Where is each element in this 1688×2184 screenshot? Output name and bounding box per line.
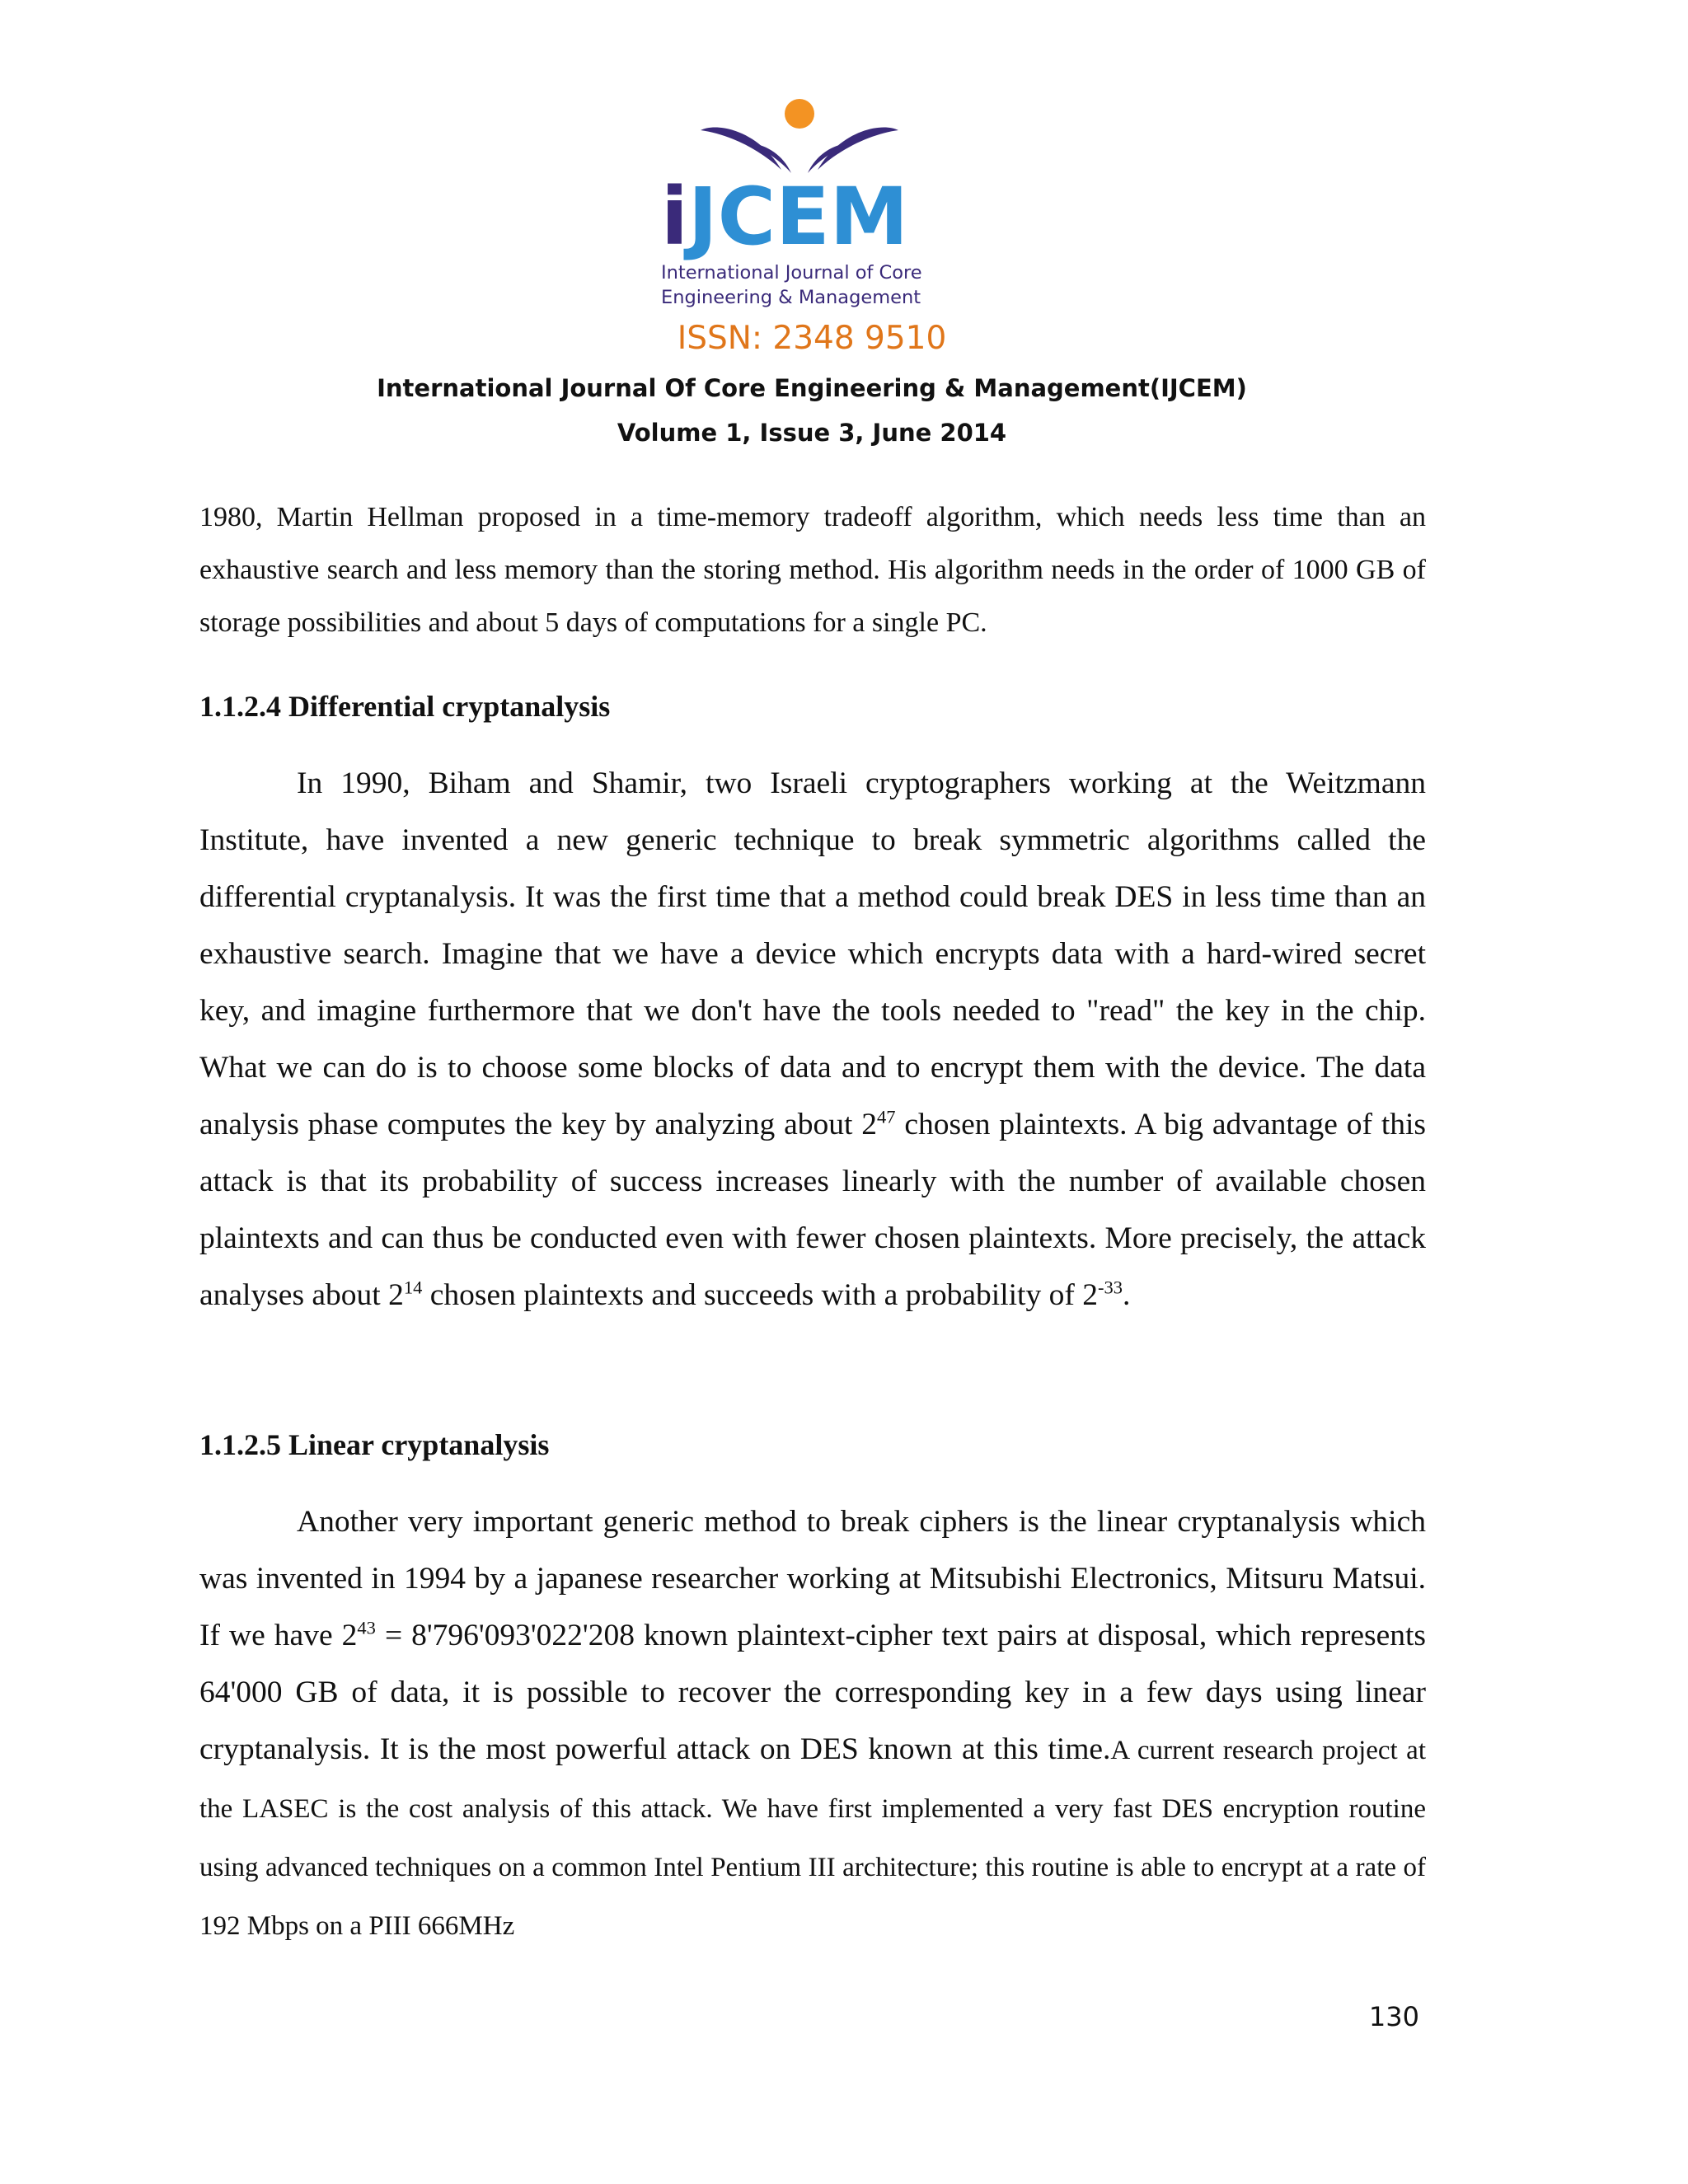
exponent-43: 43 bbox=[357, 1617, 376, 1638]
logo-wordmark-letter: J bbox=[687, 171, 718, 263]
linear-text-b: = 8'796'093'022'208 known plaintext-cipher text pairs at disposal, which represents 64'000 GB of data, it is possible to recover the corresponding key in a few days using linear cryptanalysis. It is the most powerful attack on DES known at this time. bbox=[199, 1619, 1426, 1766]
differential-text-c: chosen plaintexts and succeeds with a probability of 2 bbox=[422, 1278, 1098, 1312]
logo-caption-line2: Engineering & Management bbox=[661, 287, 921, 308]
logo-orange-dot bbox=[785, 99, 814, 129]
differential-paragraph bbox=[199, 755, 1426, 1324]
differential-text-d: . bbox=[1122, 1278, 1131, 1312]
exponent-47: 47 bbox=[876, 1106, 896, 1127]
logo-wordmark-letter: M bbox=[829, 171, 909, 263]
journal-title: International Journal Of Core Engineering & Management(IJCEM) bbox=[377, 374, 1247, 402]
linear-text-a: Another very important generic method to break ciphers is the linear cryptanalysis which was invented in 1994 by a japanese researcher working at Mitsubishi Electronics, Mitsuru Matsui. If we have 2 bbox=[199, 1505, 1426, 1652]
differential-text-a: In 1990, Biham and Shamir, two Israeli cryptographers working at the Weitzmann Institute, have invented a new generic technique to break symmetric algorithms called the differential cryptanalysis. It was the first time that a method could break DES in less time than an exhaustive search. Imagine that we have a device which encrypts data with a hard-wired secret key, and imagine furthermore that we don't have the tools needed to "read" the key in the chip. What we can do is to choose some blocks of data and to encrypt them with the device. The data analysis phase computes the key by analyzing about 2 bbox=[199, 766, 1426, 1141]
intro-paragraph: 1980, Martin Hellman proposed in a time-memory tradeoff algorithm, which needs less time than an exhaustive search and less memory than the storing method. His algorithm needs in the order of 1000 GB of storage possibilities and about 5 days of computations for a single PC. bbox=[199, 502, 1426, 638]
logo-right-leaf bbox=[818, 127, 898, 170]
logo-wordmark-letter: E bbox=[776, 171, 830, 263]
ijcem-logo-mark bbox=[659, 97, 964, 312]
logo-caption-line1: International Journal of Core bbox=[661, 262, 922, 284]
differential-text-b: chosen plaintexts. A big advantage of this attack is that its probability of success increases linearly with the number of available chosen plaintexts and can thus be conducted even with fewer chosen plaintexts. More precisely, the attack analyses about 2 bbox=[199, 1108, 1426, 1312]
exponent-14: 14 bbox=[403, 1277, 423, 1298]
logo-wordmark-letter: C bbox=[717, 171, 776, 263]
section-heading-differential: 1.1.2.4 Differential cryptanalysis bbox=[199, 690, 611, 723]
journal-volume: Volume 1, Issue 3, June 2014 bbox=[617, 419, 1007, 447]
linear-text-small: A current research project at the LASEC is the cost analysis of this attack. We have first implemented a very fast DES encryption routine using advanced techniques on a common Intel Pentium III architecture; this routine is able to encrypt at a rate of 192 Mbps on a PIII 666MHz bbox=[199, 1736, 1426, 1941]
logo-left-leaf bbox=[701, 127, 781, 170]
issn: ISSN: 2348 9510 bbox=[677, 320, 947, 357]
page-number: 130 bbox=[1368, 2001, 1419, 2032]
section-heading-linear: 1.1.2.5 Linear cryptanalysis bbox=[199, 1428, 550, 1461]
linear-paragraph bbox=[199, 1493, 1426, 1955]
exponent-minus-33: -33 bbox=[1097, 1277, 1123, 1298]
ijcem-logo bbox=[659, 97, 964, 312]
logo-wordmark-letter: i bbox=[661, 171, 688, 263]
logo-wordmark bbox=[661, 171, 908, 263]
